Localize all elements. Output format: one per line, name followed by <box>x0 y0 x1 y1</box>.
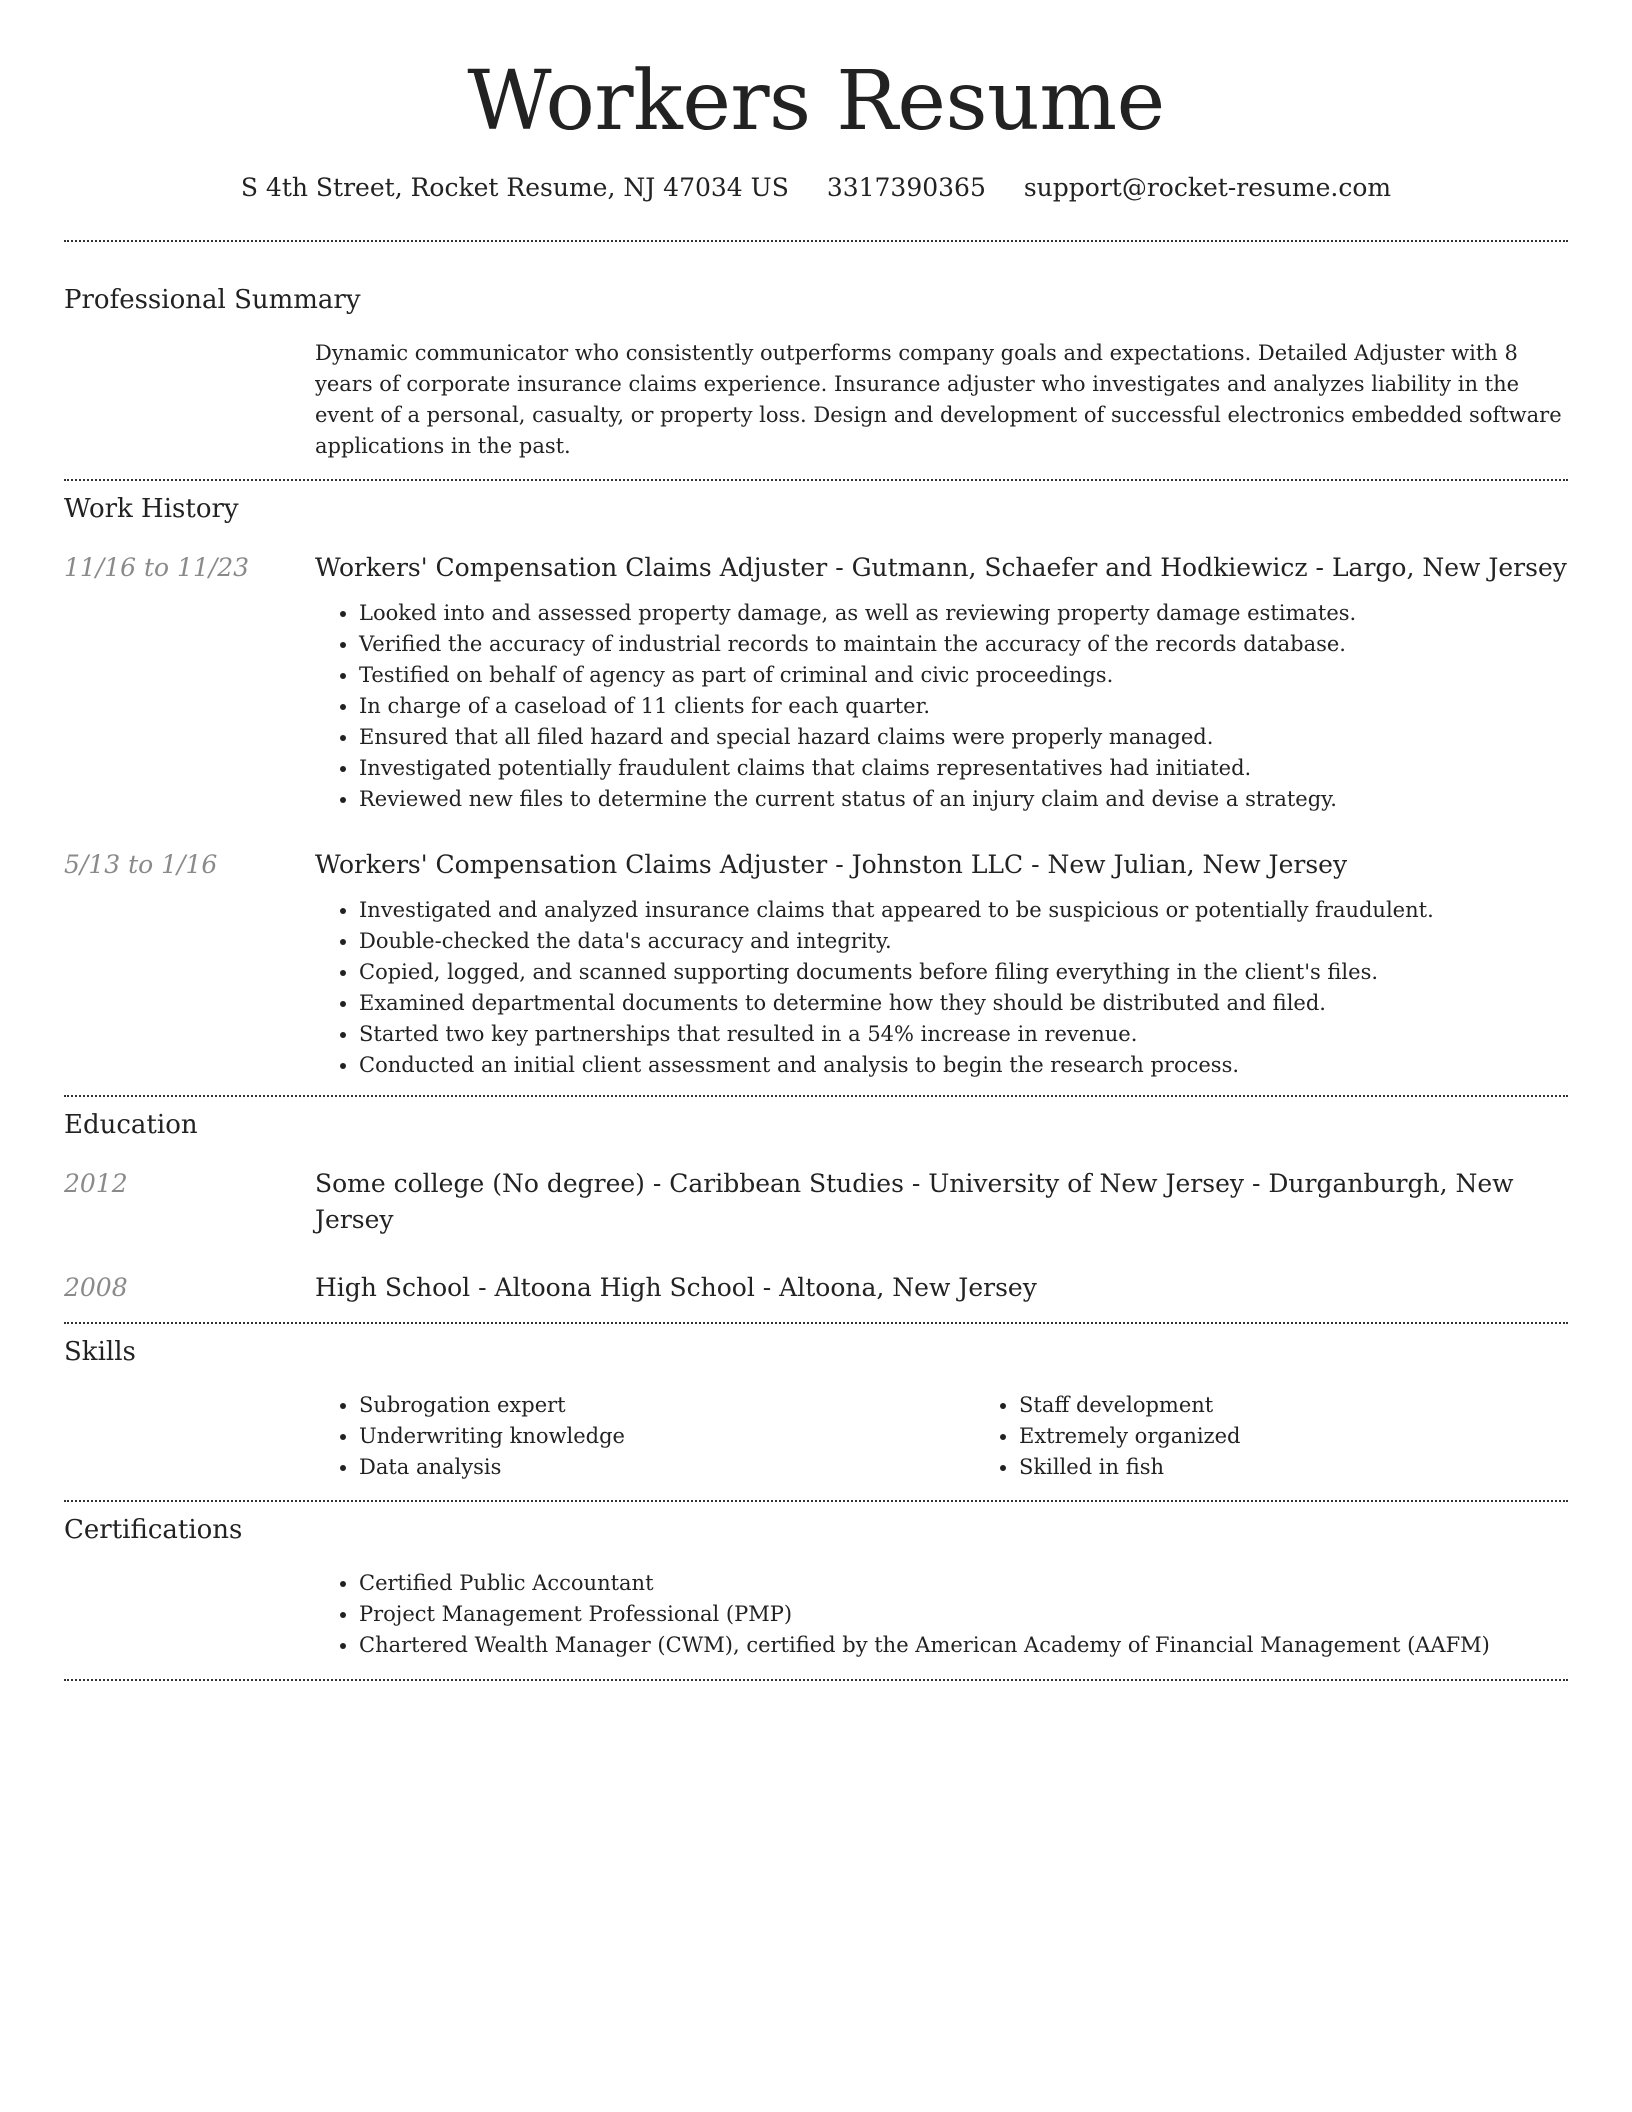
skills-left-spacer <box>64 1390 315 1483</box>
contact-phone: 3317390365 <box>826 173 986 202</box>
divider <box>64 1679 1568 1681</box>
job-title: Workers' Compensation Claims Adjuster - Gutmann, Schaefer and Hodkiewicz - Largo, New Jersey <box>315 553 1567 582</box>
job-bullets <box>315 598 1568 815</box>
list-item: • Project Management Professional (PMP) <box>359 1599 1568 1630</box>
contact-email: support@rocket-resume.com <box>1023 173 1392 202</box>
list-item: • Ensured that all filed hazard and special hazard claims were properly managed. <box>359 722 1568 753</box>
list-item: • Investigated and analyzed insurance claims that appeared to be suspicious or potentially fraudulent. <box>359 895 1568 926</box>
resume-name: Workers Resume <box>467 54 1165 149</box>
summary-left-spacer <box>64 338 315 462</box>
skills-list-left <box>315 1390 975 1483</box>
summary-heading: Professional Summary <box>64 285 361 315</box>
contact-address: S 4th Street, Rocket Resume, NJ 47034 US <box>240 173 789 202</box>
list-item: • Skilled in fish <box>1019 1452 1632 1483</box>
work-history-heading: Work History <box>64 494 239 524</box>
skills-heading: Skills <box>64 1337 136 1367</box>
education-year: 2012 <box>64 1169 128 1198</box>
certifications-heading: Certifications <box>64 1515 243 1545</box>
summary-section <box>64 282 1568 462</box>
list-item: • Underwriting knowledge <box>359 1421 975 1452</box>
work-history-section <box>64 491 1568 1081</box>
divider <box>64 479 1568 481</box>
education-entry <box>64 1166 1568 1238</box>
education-year: 2008 <box>64 1273 128 1302</box>
list-item: • Staff development <box>1019 1390 1632 1421</box>
summary-text: Dynamic communicator who consistently outperforms company goals and expectations. Detailed Adjuster with 8 years of corporate insurance claims experience. Insurance adjuster who investigates and analyzes liability in the event of a personal, casualty, or property loss. Design and development of successful electronics embedded software applications in the past. <box>315 341 1562 458</box>
skills-section <box>64 1334 1568 1483</box>
job-bullets <box>315 895 1568 1081</box>
certifications-list <box>315 1568 1568 1661</box>
list-item: • Examined departmental documents to determine how they should be distributed and filed. <box>359 988 1568 1019</box>
job-title: Workers' Compensation Claims Adjuster - Johnston LLC - New Julian, New Jersey <box>315 850 1348 879</box>
job-entry <box>64 847 1568 1081</box>
education-heading: Education <box>64 1110 198 1140</box>
job-dates: 5/13 to 1/16 <box>64 850 218 879</box>
list-item: • Extremely organized <box>1019 1421 1632 1452</box>
divider <box>64 1095 1568 1097</box>
divider <box>64 240 1568 242</box>
contact-line <box>64 170 1568 206</box>
divider <box>64 1500 1568 1502</box>
skills-list-right <box>975 1390 1632 1483</box>
education-text: High School - Altoona High School - Altoona, New Jersey <box>315 1273 1037 1302</box>
list-item: • In charge of a caseload of 11 clients for each quarter. <box>359 691 1568 722</box>
job-dates: 11/16 to 11/23 <box>64 553 250 582</box>
education-entry <box>64 1270 1568 1306</box>
certifications-section <box>64 1512 1568 1661</box>
list-item: • Verified the accuracy of industrial records to maintain the accuracy of the records database. <box>359 629 1568 660</box>
list-item: • Started two key partnerships that resulted in a 54% increase in revenue. <box>359 1019 1568 1050</box>
education-section <box>64 1107 1568 1306</box>
list-item: • Reviewed new files to determine the current status of an injury claim and devise a strategy. <box>359 784 1568 815</box>
divider <box>64 1322 1568 1324</box>
job-entry <box>64 550 1568 815</box>
list-item: • Investigated potentially fraudulent claims that claims representatives had initiated. <box>359 753 1568 784</box>
education-text: Some college (No degree) - Caribbean Studies - University of New Jersey - Durganburgh, New Jersey <box>315 1169 1514 1234</box>
list-item: • Looked into and assessed property damage, as well as reviewing property damage estimates. <box>359 598 1568 629</box>
list-item: • Chartered Wealth Manager (CWM), certified by the American Academy of Financial Management (AAFM) <box>359 1630 1568 1661</box>
list-item: • Double-checked the data's accuracy and integrity. <box>359 926 1568 957</box>
list-item: • Copied, logged, and scanned supporting documents before filing everything in the client's files. <box>359 957 1568 988</box>
list-item: • Certified Public Accountant <box>359 1568 1568 1599</box>
list-item: • Subrogation expert <box>359 1390 975 1421</box>
list-item: • Testified on behalf of agency as part of criminal and civic proceedings. <box>359 660 1568 691</box>
list-item: • Data analysis <box>359 1452 975 1483</box>
list-item: • Conducted an initial client assessment and analysis to begin the research process. <box>359 1050 1568 1081</box>
certifications-left-spacer <box>64 1568 315 1661</box>
